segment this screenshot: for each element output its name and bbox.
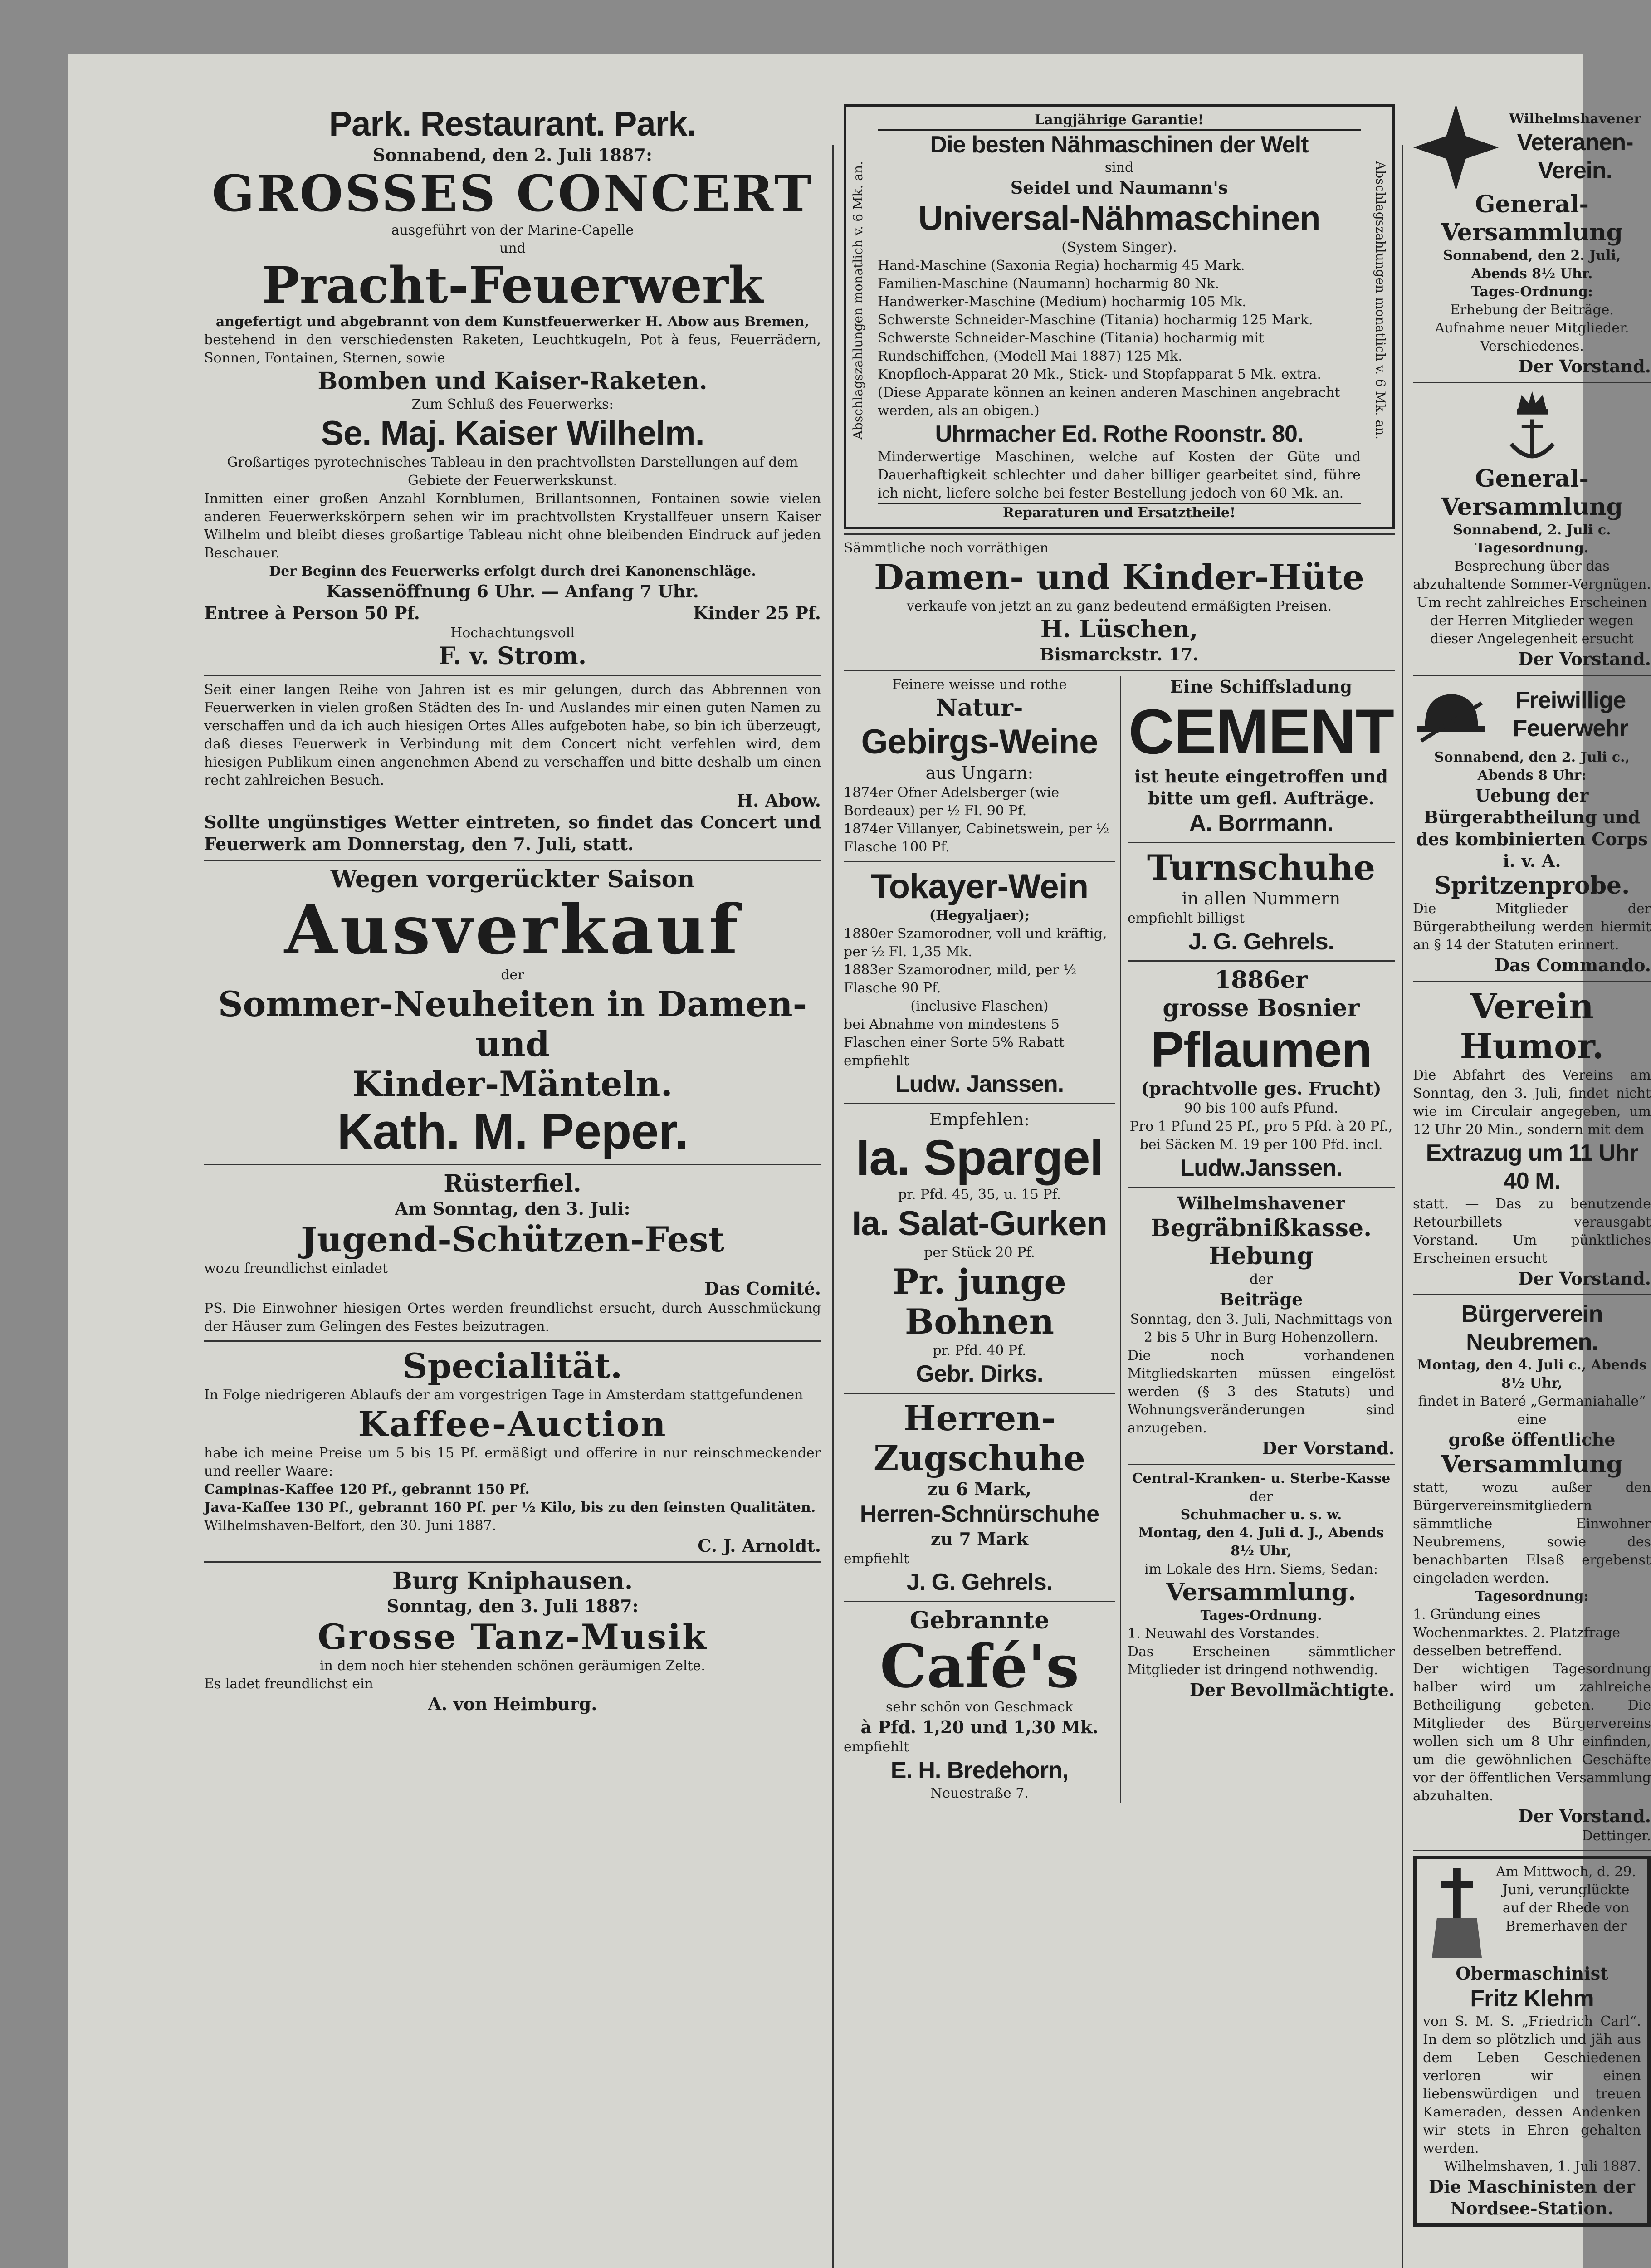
rothe-item-6: Knopfloch-Apparat 20 Mk., Stick- und Stopfapparat 5 Mk. extra. (Diese Apparate können an keinen anderen Maschinen angebracht werden, als an obigen.) — [878, 367, 1340, 419]
dirks-ad — [844, 1109, 1115, 1388]
heimburg-sig: A. von Heimburg. — [428, 1694, 597, 1714]
dirks-l2: Ia. Spargel — [855, 1130, 1104, 1186]
wine-t2: 1883er Szamorodner, mild, per ½ Flasche 90 Pf. — [844, 962, 1077, 996]
dirks-l4: Ia. Salat-Gurken — [852, 1204, 1107, 1243]
plum-sig: Ludw.Janssen. — [1180, 1155, 1343, 1181]
heimburg-invite: Es ladet freundlichst ein — [204, 1676, 373, 1692]
mar-l3: Tagesordnung. — [1475, 540, 1589, 556]
heimburg-date: Sonntag, den 3. Juli 1887: — [386, 1596, 639, 1616]
gehrels2-ad — [844, 1398, 1115, 1596]
arnoldt-item1: Campinas-Kaffee 120 Pf., gebrannt 150 Pf. — [204, 1481, 530, 1497]
janssen-plum-ad — [1128, 966, 1395, 1182]
park-regards: Hochachtungsvoll — [450, 625, 575, 641]
rothe-l3: Seidel und Naumann's — [1010, 177, 1228, 198]
wine-w2: 1874er Villanyer, Cabinetswein, per ½ Flasche 100 Pf. — [844, 821, 1109, 855]
kl-sig: Die Maschinisten der Nordsee-Station. — [1429, 2176, 1635, 2219]
zen-l5: im Lokale des Hrn. Siems, Sedan: — [1144, 1561, 1378, 1577]
ruester-date: Am Sonntag, den 3. Juli: — [395, 1198, 630, 1219]
ruester-place: Rüsterfiel. — [444, 1170, 581, 1198]
borrmann-sig: A. Borrmann. — [1189, 810, 1334, 836]
rothe-side-left: Abschlagszahlungen monatlich v. 6 Mk. an. — [850, 161, 865, 440]
fw-sig: Das Commando. — [1495, 955, 1651, 975]
fw-l1: Freiwillige Feuerwehr — [1513, 687, 1628, 742]
column-divider — [832, 145, 834, 2268]
beg-l6: Sonntag, den 3. Juli, Nachmittags von 2 bis 5 Uhr in Burg Hohenzollern. — [1130, 1311, 1392, 1345]
peper-l2: Ausverkauf — [284, 890, 741, 970]
middle-subcolumn-right — [1128, 676, 1395, 1803]
wine-t3: (inclusive Flaschen) — [910, 998, 1049, 1014]
park-abow-text: Seit einer langen Reihe von Jahren ist es mir gelungen, durch das Abbrennen von Feuerwerken in vielen großen Städten des In- und Auslandes mir einen guten Namen zu verschaffen und da ich auch hiesigen Ortes Alles aufgeboten habe, so bin ich überzeugt, daß dieses Feuerwerk in Verbindung mit dem Concert nicht verfehlen wird, dem hiesigen Publikum einen angenehmen Abend zu verschaffen und bitte deshalb um einen recht zahlreichen Besuch. — [204, 682, 821, 788]
gehrels1-sig: J. G. Gehrels. — [1188, 929, 1334, 955]
column-middle — [844, 104, 1395, 1803]
lueschen-ad — [844, 539, 1395, 665]
divider — [844, 1393, 1115, 1394]
vet-l6: Erhebung der Beiträge. Aufnahme neuer Mitglieder. Verschiedenes. — [1435, 302, 1629, 354]
divider — [1413, 1850, 1651, 1851]
zen-l4: Montag, den 4. Juli d. J., Abends 8½ Uhr, — [1138, 1525, 1384, 1559]
middle-subcolumn-left — [844, 676, 1121, 1803]
grave-cross-icon — [1423, 1863, 1491, 1963]
hum-l1: Verein Humor. — [1460, 986, 1604, 1066]
divider — [1413, 382, 1651, 383]
zen-l8: 1. Neuwahl des Vorstandes. — [1127, 1626, 1320, 1642]
fw-l4: Spritzenprobe. — [1434, 872, 1630, 899]
beg-l5: Beiträge — [1219, 1289, 1303, 1310]
lueschen-l2: Damen- und Kinder-Hüte — [874, 557, 1365, 597]
park-header: Park. Restaurant. Park. — [329, 105, 696, 143]
heimburg-place: Burg Kniphausen. — [392, 1567, 633, 1595]
wine-l1: Feinere weisse und rothe — [892, 677, 1067, 693]
fw-l2: Sonnabend, den 2. Juli c., Abends 8 Uhr: — [1434, 749, 1630, 783]
wine-t1: 1880er Szamorodner, voll und kräftig, per ½ Fl. 1,35 Mk. — [844, 926, 1107, 960]
park-times: Kassenöffnung 6 Uhr. — Anfang 7 Uhr. — [326, 581, 699, 601]
divider — [1128, 842, 1395, 843]
vet-l1: Wilhelmshavener — [1509, 111, 1641, 127]
ruester-invite: wozu freundlichst einladet — [204, 1261, 388, 1276]
dirks-l3: pr. Pfd. 45, 35, u. 15 Pf. — [898, 1187, 1061, 1202]
mar-sig: Der Vorstand. — [1518, 649, 1651, 669]
arnoldt-place: Wilhelmshaven-Belfort, den 30. Juni 1887. — [204, 1518, 497, 1534]
zen-l6: Versammlung. — [1166, 1579, 1356, 1606]
arnoldt-item2: Java-Kaffee 130 Pf., gebrannt 160 Pf. per ½ Kilo, bis zu den feinsten Qualitäten. — [204, 1500, 816, 1515]
hum-l3: Extrazug um 11 Uhr 40 M. — [1426, 1140, 1638, 1194]
middle-subcolumns — [844, 676, 1395, 1803]
veteranen-ad — [1413, 104, 1651, 377]
veteranen-title — [1499, 110, 1651, 185]
arnoldt-text: habe ich meine Preise um 5 bis 15 Pf. ermäßigt und offerire in nur reinschmeckender und reeller Waare: — [204, 1445, 821, 1479]
vet-l2: Veteranen-Verein. — [1517, 129, 1633, 184]
rothe-item-2: Familien-Maschine (Naumann) hocharmig 80 Nk. — [878, 276, 1220, 292]
kl-l5: Wilhelmshaven, 1. Juli 1887. — [1444, 2159, 1641, 2175]
gehrels2-l2: zu 6 Mark, — [928, 1479, 1031, 1499]
mar-l1: General-Versammlung — [1441, 465, 1623, 521]
arnoldt-title: Kaffee-Auction — [358, 1404, 667, 1444]
bv-l1: Bürgerverein Neubremen. — [1461, 1301, 1603, 1355]
park-by: ausgeführt von der Marine-Capelle — [391, 222, 634, 238]
rothe-banner: Langjährige Garantie! — [878, 111, 1361, 131]
kl-l1: Am Mittwoch, d. 29. Juni, verunglückte auf der Rhede von Bremerhaven der — [1496, 1864, 1636, 1934]
column-left — [204, 104, 821, 1715]
dirks-l1: Empfehlen: — [929, 1110, 1030, 1129]
iron-cross-icon — [1413, 104, 1499, 191]
park-weather: Sollte ungünstiges Wetter eintreten, so findet das Concert und Feuerwerk am Donnerstag, den 7. Juli, statt. — [204, 812, 821, 854]
park-abow-sig: H. Abow. — [737, 790, 821, 811]
dirks-l6: Pr. junge Bohnen — [893, 1261, 1066, 1342]
divider — [1413, 981, 1651, 982]
ruester-sig: Das Comité. — [704, 1278, 821, 1299]
kl-l4: von S. M. S. „Friedrich Carl“. In dem so plötzlich und jäh aus dem Leben Geschiedenen verloren wir einen liebenswürdigen und treuen Kameraden, dessen Andenken wir stets in Ehren gehalten werden. — [1423, 2014, 1641, 2156]
divider — [844, 1103, 1115, 1104]
rothe-l1: Die besten Nähmaschinen der Welt — [930, 132, 1309, 158]
peper-l3: der — [501, 967, 524, 983]
divider — [1128, 1464, 1395, 1465]
hum-l4: statt. — Das zu benutzende Retourbillets verausgabt Vorstand. Um pünktliches Erscheinen ersucht — [1413, 1196, 1651, 1266]
divider — [1413, 675, 1651, 676]
wine-l2: Natur- — [936, 694, 1023, 722]
gehrels1-l3: empfiehlt billigst — [1127, 910, 1245, 926]
zen-l3: Schuhmacher u. s. w. — [1180, 1507, 1342, 1523]
divider — [844, 670, 1395, 671]
arnoldt-head: Specialität. — [402, 1346, 623, 1386]
bredehorn-l3: sehr schön von Geschmack — [885, 1699, 1074, 1715]
divider — [1413, 1294, 1651, 1295]
divider — [204, 675, 821, 676]
park-und: und — [499, 240, 526, 256]
arnoldt-ad — [204, 1346, 821, 1557]
feuerwehr-header — [1413, 680, 1651, 748]
bredehorn-l4: à Pfd. 1,20 und 1,30 Mk. — [860, 1717, 1099, 1737]
newspaper-page — [68, 54, 1651, 2268]
borrmann-l2: CEMENT — [1128, 696, 1394, 767]
heimburg-text: in dem noch hier stehenden schönen geräumigen Zelte. — [320, 1658, 705, 1674]
park-maker: angefertigt und abgebrannt von dem Kunstfeuerwerker H. Abow aus Bremen, — [215, 314, 810, 330]
mar-l5: Um recht zahlreiches Erscheinen der Herren Mitglieder wegen dieser Angelegenheit ersucht — [1417, 595, 1647, 647]
rothe-l2: sind — [1104, 160, 1134, 176]
humor-ad — [1413, 987, 1651, 1290]
wine-t4: bei Abnahme von mindestens 5 Flaschen einer Sorte 5% Rabatt — [844, 1017, 1065, 1051]
bv-l2: Montag, den 4. Juli c., Abends 8½ Uhr, — [1417, 1357, 1647, 1391]
park-consisting: bestehend in den verschiedensten Raketen, Leuchtkugeln, Pot à feus, Feuerrädern, Sonnen, Fontainen, Sternen, sowie — [204, 332, 821, 366]
vet-l5: Tages-Ordnung: — [1471, 284, 1593, 300]
wine-rec: empfiehlt — [844, 1053, 909, 1069]
park-date: Sonnabend, den 2. Juli 1887: — [372, 145, 653, 165]
rothe-item-1: Hand-Maschine (Saxonia Regia) hocharmig 45 Mark. — [878, 258, 1245, 274]
park-entry: Entree à Person 50 Pf. — [204, 603, 420, 623]
rothe-note: Minderwertige Maschinen, welche auf Kosten der Güte und Dauerhaftigkeit schlechter und daher billiger gearbeitet sind, führe ich nicht, liefere solche bei fester Bestellung jedoch von 60 Mk. an. — [878, 449, 1361, 501]
ruester-ps: PS. Die Einwohner hiesigen Ortes werden freundlichst ersucht, durch Ausschmückung der Häuser zum Gelingen des Festes beizutragen. — [204, 1300, 821, 1334]
plum-l5: 90 bis 100 aufs Pfund. — [1184, 1100, 1338, 1116]
plum-l4: (prachtvolle ges. Frucht) — [1141, 1078, 1382, 1099]
ruester-ad — [204, 1170, 821, 1336]
park-ad — [204, 104, 821, 855]
gehrels1-l1: Turnschuhe — [1147, 847, 1376, 888]
beg-sig: Der Vorstand. — [1262, 1438, 1395, 1458]
beg-l7: Die noch vorhandenen Mitgliedskarten müssen eingelöst werden (§ 3 des Statuts) und Wohnungsveränderungen sind anzugeben. — [1127, 1348, 1395, 1436]
park-tableau: Großartiges pyrotechnisches Tableau in den prachtvollsten Darstellungen auf dem Gebiete der Feuerwerkskunst. — [227, 455, 798, 489]
fw-l3: Uebung der Bürgerabtheilung und des kombinierten Corps i. v. A. — [1416, 785, 1648, 871]
heimburg-title: Grosse Tanz-Musik — [318, 1617, 708, 1657]
kl-l3: Fritz Klehm — [1470, 1985, 1594, 2012]
fw-l5: Die Mitglieder der Bürgerabtheilung werden hiermit an § 14 der Statuten erinnert. — [1413, 901, 1651, 953]
column-divider — [1402, 145, 1403, 2268]
arnoldt-intro: In Folge niedrigeren Ablaufs der am vorgestrigen Tage in Amsterdam stattgefundenen — [204, 1387, 803, 1403]
rothe-item-4: Schwerste Schneider-Maschine (Titania) hocharmig 125 Mark. — [878, 312, 1313, 328]
bredehorn-l5: empfiehlt — [844, 1739, 909, 1755]
gehrels2-l1: Herren-Zugschuhe — [873, 1398, 1086, 1478]
vet-l3: General-Versammlung — [1441, 191, 1623, 246]
hum-l2: Die Abfahrt des Vereins am Sonntag, den 3. Juli, findet nicht wie im Circulair angegeben, um 12 Uhr 20 Min., sondern mit dem — [1413, 1067, 1651, 1138]
park-finale-intro: Zum Schluß des Feuerwerks: — [411, 396, 614, 412]
dirks-l5: per Stück 20 Pf. — [924, 1245, 1035, 1261]
park-start: Der Beginn des Feuerwerks erfolgt durch drei Kanonenschläge. — [269, 563, 756, 579]
zen-sig: Der Bevollmächtigte. — [1189, 1680, 1395, 1700]
lueschen-l1: Sämmtliche noch vorräthigen — [844, 540, 1049, 556]
bredehorn-ad — [844, 1607, 1115, 1803]
park-kids: Kinder 25 Pf. — [693, 603, 821, 623]
klehm-ad — [1413, 1856, 1651, 2227]
peper-l1: Wegen vorgerückter Saison — [330, 865, 695, 893]
vet-sig: Der Vorstand. — [1518, 356, 1651, 376]
bv-l6: statt, wozu außer den Bürgervereinsmitgliedern sämmtliche Einwohner Neubremens, sowie des benachbarten Elsaß ergebenst eingeladen werden. — [1413, 1480, 1651, 1586]
park-prices — [204, 602, 821, 624]
rothe-ad — [844, 104, 1395, 529]
feuerwehr-ad — [1413, 680, 1651, 976]
park-amid: Inmitten einer großen Anzahl Kornblumen, Brillantsonnen, Fontainen sowie vielen anderen Feuerwerkskörpern sehen wir im prachtvollsten Krystallfeuer unsern Kaiser Wilhelm und bleibt dieses großartige Tableau nicht ohne bleibenden Eindruck auf jeden Beschauer. — [204, 491, 821, 561]
begraebnis-ad — [1128, 1193, 1395, 1459]
plum-l3: Pflaumen — [1150, 1022, 1372, 1078]
divider — [204, 1164, 821, 1165]
buergerverein-ad — [1413, 1300, 1651, 1845]
beg-l4: der — [1249, 1271, 1273, 1287]
bredehorn-addr: Neuestraße 7. — [930, 1785, 1029, 1801]
heimburg-ad — [204, 1567, 821, 1715]
hum-sig: Der Vorstand. — [1518, 1268, 1651, 1289]
peper-l5: Kinder-Mänteln. — [352, 1064, 673, 1104]
divider — [844, 861, 1115, 862]
zen-l1: Central-Kranken- u. Sterbe-Kasse — [1132, 1471, 1391, 1486]
park-finale: Se. Maj. Kaiser Wilhelm. — [321, 414, 704, 453]
divider — [844, 1601, 1115, 1602]
rothe-item-5: Schwerste Schneider-Maschine (Titania) hocharmig mit Rundschiffchen, (Modell Mai 1887) 125 Mk. — [878, 330, 1265, 364]
kl-l2: Obermaschinist — [1456, 1963, 1608, 1984]
bv-l8: 1. Gründung eines Wochenmarktes. 2. Platzfrage desselben betreffend. — [1413, 1607, 1621, 1659]
beg-l1: Wilhelmshavener — [1177, 1193, 1345, 1213]
divider — [1128, 1187, 1395, 1188]
gehrels1-l2: in allen Nummern — [1182, 889, 1341, 909]
gehrels2-l3: Herren-Schnürschuhe — [860, 1501, 1099, 1527]
bv-l4: große öffentliche — [1448, 1429, 1616, 1450]
divider — [204, 1340, 821, 1342]
zen-l2: der — [1249, 1489, 1273, 1505]
bv-sig: Der Vorstand. — [1518, 1806, 1651, 1826]
arnoldt-sig: C. J. Arnoldt. — [698, 1535, 821, 1556]
klehm-header — [1423, 1863, 1641, 1963]
mar-l4: Besprechung über das abzuhaltende Sommer-Vergnügen. — [1413, 558, 1651, 592]
dirks-sig: Gebr. Dirks. — [916, 1361, 1043, 1387]
plum-l6: Pro 1 Pfund 25 Pf., pro 5 Pfd. à 20 Pf., bei Säcken M. 19 per 100 Pfd. incl. — [1129, 1119, 1393, 1153]
wine-heg: (Hegyaljaer); — [929, 908, 1030, 924]
plum-l1: 1886er — [1214, 966, 1308, 994]
rothe-footer: Reparaturen und Ersatztheile! — [878, 503, 1361, 522]
column-right — [1413, 104, 1651, 2227]
park-signature: F. v. Strom. — [439, 642, 586, 670]
janssen-wine-ad — [844, 676, 1115, 1098]
bv-l3: findet in Bateré „Germaniahalle“ eine — [1418, 1393, 1646, 1427]
bredehorn-l2: Café's — [879, 1632, 1080, 1701]
wine-l3: Gebirgs-Weine — [861, 723, 1098, 761]
wine-l4: aus Ungarn: — [925, 763, 1034, 783]
peper-l6: Kath. M. Peper. — [337, 1104, 688, 1159]
lueschen-l3: verkaufe von jetzt an zu ganz bedeutend ermäßigten Preisen. — [906, 598, 1332, 614]
borrmann-l1: Eine Schiffsladung — [1170, 676, 1353, 697]
bv-l9: Der wichtigen Tagesordnung halber wird um zahlreiche Betheiligung gebeten. Die Mitglieder des Bürgervereins wollen sich um 8 Uhr einfinden, um die gewöhnlichen Geschäfte vor der öffentlichen Versammlung abzuhalten. — [1413, 1661, 1651, 1804]
mar-l2: Sonnabend, 2. Juli c. — [1453, 522, 1611, 538]
park-fireworks: Pracht-Feuerwerk — [262, 256, 763, 314]
crown-anchor-icon — [1496, 388, 1568, 465]
zen-l7: Tages-Ordnung. — [1200, 1608, 1322, 1623]
gehrels2-l4: zu 7 Mark — [930, 1529, 1029, 1549]
gehrels2-l5: empfiehlt — [844, 1551, 909, 1567]
divider — [1128, 960, 1395, 962]
dirks-l7: pr. Pfd. 40 Pf. — [933, 1343, 1026, 1359]
beg-l2: Begräbnißkasse. — [1150, 1214, 1372, 1242]
zentral-ad — [1128, 1470, 1395, 1701]
beg-l3: Hebung — [1209, 1242, 1314, 1270]
bv-l5: Versammlung — [1441, 1451, 1623, 1478]
fire-helmet-icon — [1413, 680, 1490, 748]
bv-l7: Tagesordnung: — [1475, 1589, 1589, 1604]
borrmann-ad — [1128, 676, 1395, 837]
plum-l2: grosse Bosnier — [1163, 994, 1360, 1022]
divider — [844, 533, 1395, 535]
gehrels2-sig: J. G. Gehrels. — [906, 1569, 1053, 1595]
wine-tok: Tokayer-Wein — [870, 867, 1089, 906]
peper-ad — [204, 865, 821, 1159]
rothe-shop: Uhrmacher Ed. Rothe Roonstr. 80. — [935, 421, 1304, 447]
lueschen-addr: Bismarckstr. 17. — [1040, 644, 1199, 665]
rothe-l5: (System Singer). — [1061, 240, 1177, 255]
bv-sig2: Dettinger. — [1582, 1828, 1651, 1844]
ruester-title: Jugend-Schützen-Fest — [301, 1219, 724, 1260]
wine-sig: Ludw. Janssen. — [895, 1071, 1064, 1097]
borrmann-l3: ist heute eingetroffen und bitte um gefl. Aufträge. — [1134, 766, 1388, 808]
divider — [204, 860, 821, 861]
vet-l4: Sonnabend, den 2. Juli, Abends 8½ Uhr. — [1443, 248, 1621, 282]
park-concert: GROSSES CONCERT — [212, 164, 813, 223]
divider — [204, 1561, 821, 1563]
peper-l4: Sommer-Neuheiten in Damen- und — [218, 984, 807, 1064]
rothe-side-right: Abschlagszahlungen monatlich v. 6 Mk. an. — [1373, 161, 1388, 440]
rothe-item-3: Handwerker-Maschine (Medium) hocharmig 105 Mk. — [878, 294, 1246, 310]
gehrels1-ad — [1128, 848, 1395, 956]
park-bombs: Bomben und Kaiser-Raketen. — [318, 367, 708, 395]
lueschen-sig: H. Lüschen, — [1040, 616, 1198, 643]
zen-l9: Das Erscheinen sämmtlicher Mitglieder ist dringend nothwendig. — [1127, 1644, 1395, 1678]
veteranen-header — [1413, 104, 1651, 191]
rothe-l4: Universal-Nähmaschinen — [918, 199, 1320, 238]
wine-w1: 1874er Ofner Adelsberger (wie Bordeaux) per ½ Fl. 90 Pf. — [844, 785, 1060, 819]
marine-ad — [1413, 388, 1651, 670]
bredehorn-l1: Gebrannte — [909, 1607, 1050, 1634]
bredehorn-sig: E. H. Bredehorn, — [890, 1757, 1069, 1784]
